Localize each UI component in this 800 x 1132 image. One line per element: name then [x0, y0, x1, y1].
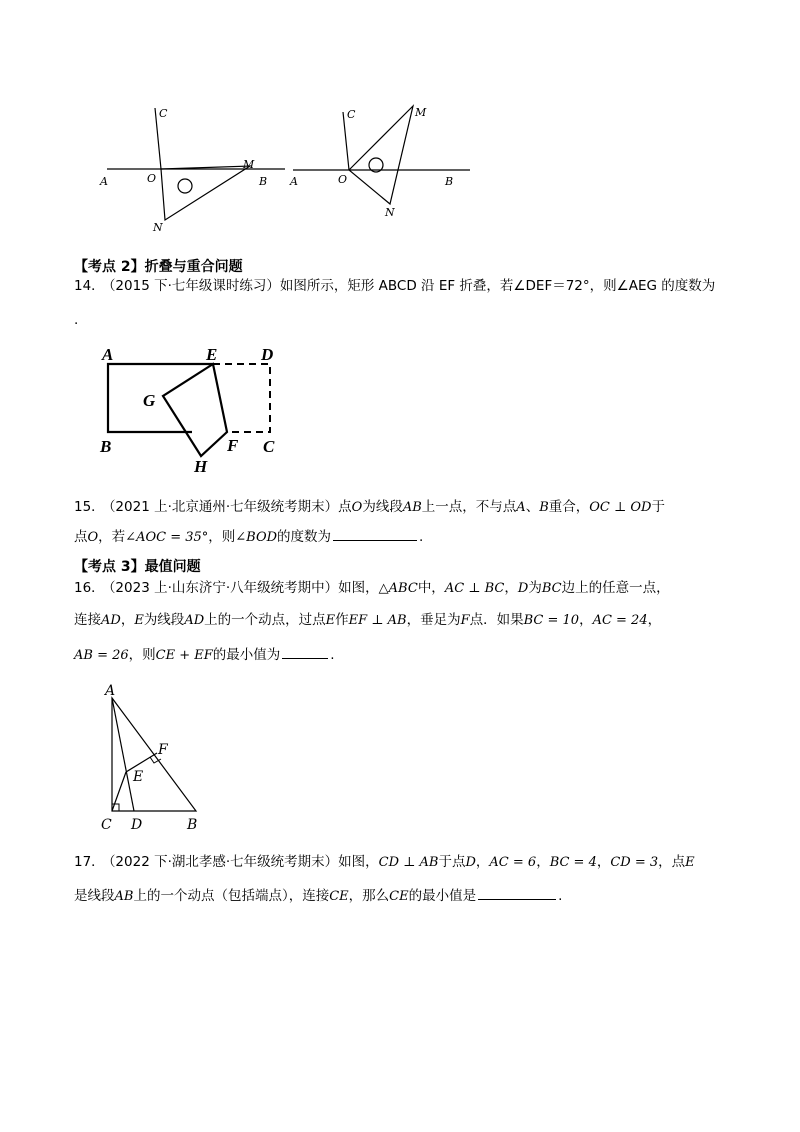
q16-number: 16． — [74, 580, 105, 596]
q17-math-AC: AC = 6 — [489, 855, 537, 870]
q16-text: ， — [120, 612, 135, 628]
label-A: A — [290, 175, 298, 188]
q16-math-AD: AD — [101, 613, 121, 628]
q16-text: 上的一个动点，过点 — [204, 612, 326, 628]
q15-text: 的度数为 — [277, 529, 332, 545]
q16-text: ， — [647, 612, 662, 628]
q17-math-D: D — [465, 855, 476, 870]
label-F: F — [158, 742, 168, 758]
label-A: A — [100, 175, 108, 188]
figure-set-square-right — [285, 100, 475, 240]
q16-text: 边上的任意一点， — [561, 580, 670, 596]
q17-text: ，点 — [658, 854, 686, 870]
q16-math-E: E — [134, 613, 144, 628]
label-A: A — [105, 683, 116, 699]
q15-text: 为线段 — [362, 499, 403, 515]
q15-text: ，则 — [208, 529, 236, 545]
q15-math-A: A — [516, 500, 526, 515]
q15-math-B: B — [539, 500, 549, 515]
figure-folded-rectangle — [95, 340, 295, 480]
label-D: D — [261, 345, 274, 364]
q15-math-AB: AB — [402, 500, 422, 515]
q16-text: ， — [579, 612, 593, 628]
figure-16-svg — [95, 680, 225, 835]
q15-end: . — [419, 529, 424, 545]
label-B: B — [100, 437, 112, 456]
q16-math-D: D — [517, 581, 529, 596]
label-E: E — [206, 345, 218, 364]
q16-math-AD: AD — [184, 613, 205, 628]
label-D: D — [131, 817, 143, 833]
label-C: C — [347, 108, 356, 121]
label-C: C — [101, 817, 112, 833]
q15-math-angle-AOC: ∠AOC = 35° — [125, 530, 209, 545]
q17-math-CD: CD = 3 — [610, 855, 659, 870]
q16-text: 为 — [528, 580, 542, 596]
q15-text: 点 — [74, 529, 88, 545]
answer-blank[interactable] — [478, 886, 556, 900]
q17-text: ，那么 — [348, 888, 390, 904]
q16-text: 点．如果 — [469, 612, 524, 628]
q17-math-CE: CE — [389, 889, 409, 904]
q16-math-AC: AC = 24 — [592, 613, 648, 628]
label-B: B — [445, 175, 454, 188]
q16-text: 连接 — [74, 612, 101, 628]
q16-end: . — [330, 647, 335, 663]
q15-line1 — [74, 497, 665, 518]
q15-line2 — [74, 527, 423, 548]
q17-text: 的最小值是 — [408, 888, 477, 904]
q16-text: 的最小值为 — [212, 647, 281, 663]
q16-line2 — [74, 610, 661, 631]
q17-line2 — [74, 886, 562, 907]
label-E: E — [133, 769, 144, 785]
figure-right-triangle — [95, 680, 225, 835]
section-title-folding: 【考点 2】折叠与重合问题 — [74, 259, 243, 275]
label-A: A — [102, 345, 114, 364]
q15-text: 、 — [525, 499, 540, 515]
figure-left-svg — [95, 100, 285, 240]
q16-math-EF-perp: EF ⊥ AB — [348, 613, 407, 628]
q17-math-perp: CD ⊥ AB — [378, 855, 439, 870]
figure-right-svg — [285, 100, 475, 240]
q16-math-BC: BC = 10 — [523, 613, 580, 628]
q15-text: 于 — [651, 499, 665, 515]
section-title-extreme: 【考点 3】最值问题 — [74, 559, 201, 575]
answer-blank[interactable] — [282, 645, 328, 659]
label-G: G — [143, 391, 156, 410]
q16-math-sum: CE + EF — [155, 648, 213, 663]
q17-text: ， — [475, 854, 490, 870]
q15-math-perp: OC ⊥ OD — [589, 500, 652, 515]
q15-math-O: O — [87, 530, 99, 545]
q17-math-E: E — [685, 855, 695, 870]
q16-math-E: E — [325, 613, 336, 628]
q14-text: （2015 下·七年级课时练习）如图所示，矩形 ABCD 沿 EF 折叠，若∠DEF＝72°，则∠AEG 的度数为 — [108, 278, 716, 294]
q17-math-BC: BC = 4 — [549, 855, 597, 870]
q16-math-BC: BC — [541, 581, 562, 596]
label-B: B — [259, 175, 268, 188]
label-N: N — [385, 206, 395, 219]
q16-text: 中， — [417, 580, 445, 596]
label-M: M — [243, 158, 255, 171]
q17-text: ， — [536, 854, 550, 870]
q17-text: 是线段 — [74, 888, 115, 904]
q17-line1 — [74, 852, 695, 873]
q14-end: . — [74, 312, 79, 328]
q16-math-F: F — [460, 613, 470, 628]
q16-math-triangle: △ABC — [378, 581, 418, 596]
label-C: C — [159, 107, 168, 120]
q15-text: 上一点，不与点 — [421, 499, 517, 515]
q17-text: 于点 — [438, 854, 466, 870]
q15-text: ，若 — [98, 529, 126, 545]
q14-line1 — [74, 276, 715, 296]
q17-text: ， — [596, 854, 611, 870]
q16-line1 — [74, 578, 670, 599]
q16-text: ，垂足为 — [406, 612, 461, 628]
q14-line2 — [74, 310, 78, 330]
q17-math-CE: CE — [329, 889, 349, 904]
q17-end: . — [558, 888, 563, 904]
label-O: O — [147, 172, 157, 185]
answer-blank[interactable] — [333, 527, 417, 541]
q16-line3 — [74, 645, 335, 666]
q16-text: 作 — [335, 612, 349, 628]
q17-number: 17． — [74, 854, 105, 870]
q17-text: 上的一个动点（包括端点），连接 — [133, 888, 330, 904]
label-B: B — [187, 817, 198, 833]
q16-text: ，则 — [128, 647, 156, 663]
figure-14-svg — [95, 340, 295, 480]
q16-text: ， — [504, 580, 518, 596]
q16-math-AB: AB = 26 — [74, 648, 129, 663]
q15-math-O: O — [351, 500, 363, 515]
label-F: F — [227, 436, 239, 455]
q16-text: 为线段 — [143, 612, 185, 628]
label-M: M — [415, 106, 427, 119]
label-O: O — [338, 173, 348, 186]
q16-text: （2023 上·山东济宁·八年级统考期中）如图， — [108, 580, 379, 596]
q15-text: 重合， — [548, 499, 590, 515]
q17-text: （2022 下·湖北孝感·七年级统考期末）如图， — [108, 854, 379, 870]
q15-number: 15． — [74, 499, 105, 515]
q15-text: （2021 上·北京通州·七年级统考期末）点 — [108, 499, 352, 515]
q16-math-perp: AC ⊥ BC — [444, 581, 505, 596]
figure-set-square-left — [95, 100, 285, 240]
label-N: N — [153, 221, 163, 234]
q14-number: 14． — [74, 278, 105, 294]
q15-math-angle-BOD: ∠BOD — [235, 530, 278, 545]
label-H: H — [194, 457, 208, 476]
q17-math-AB: AB — [114, 889, 134, 904]
label-C: C — [263, 437, 275, 456]
